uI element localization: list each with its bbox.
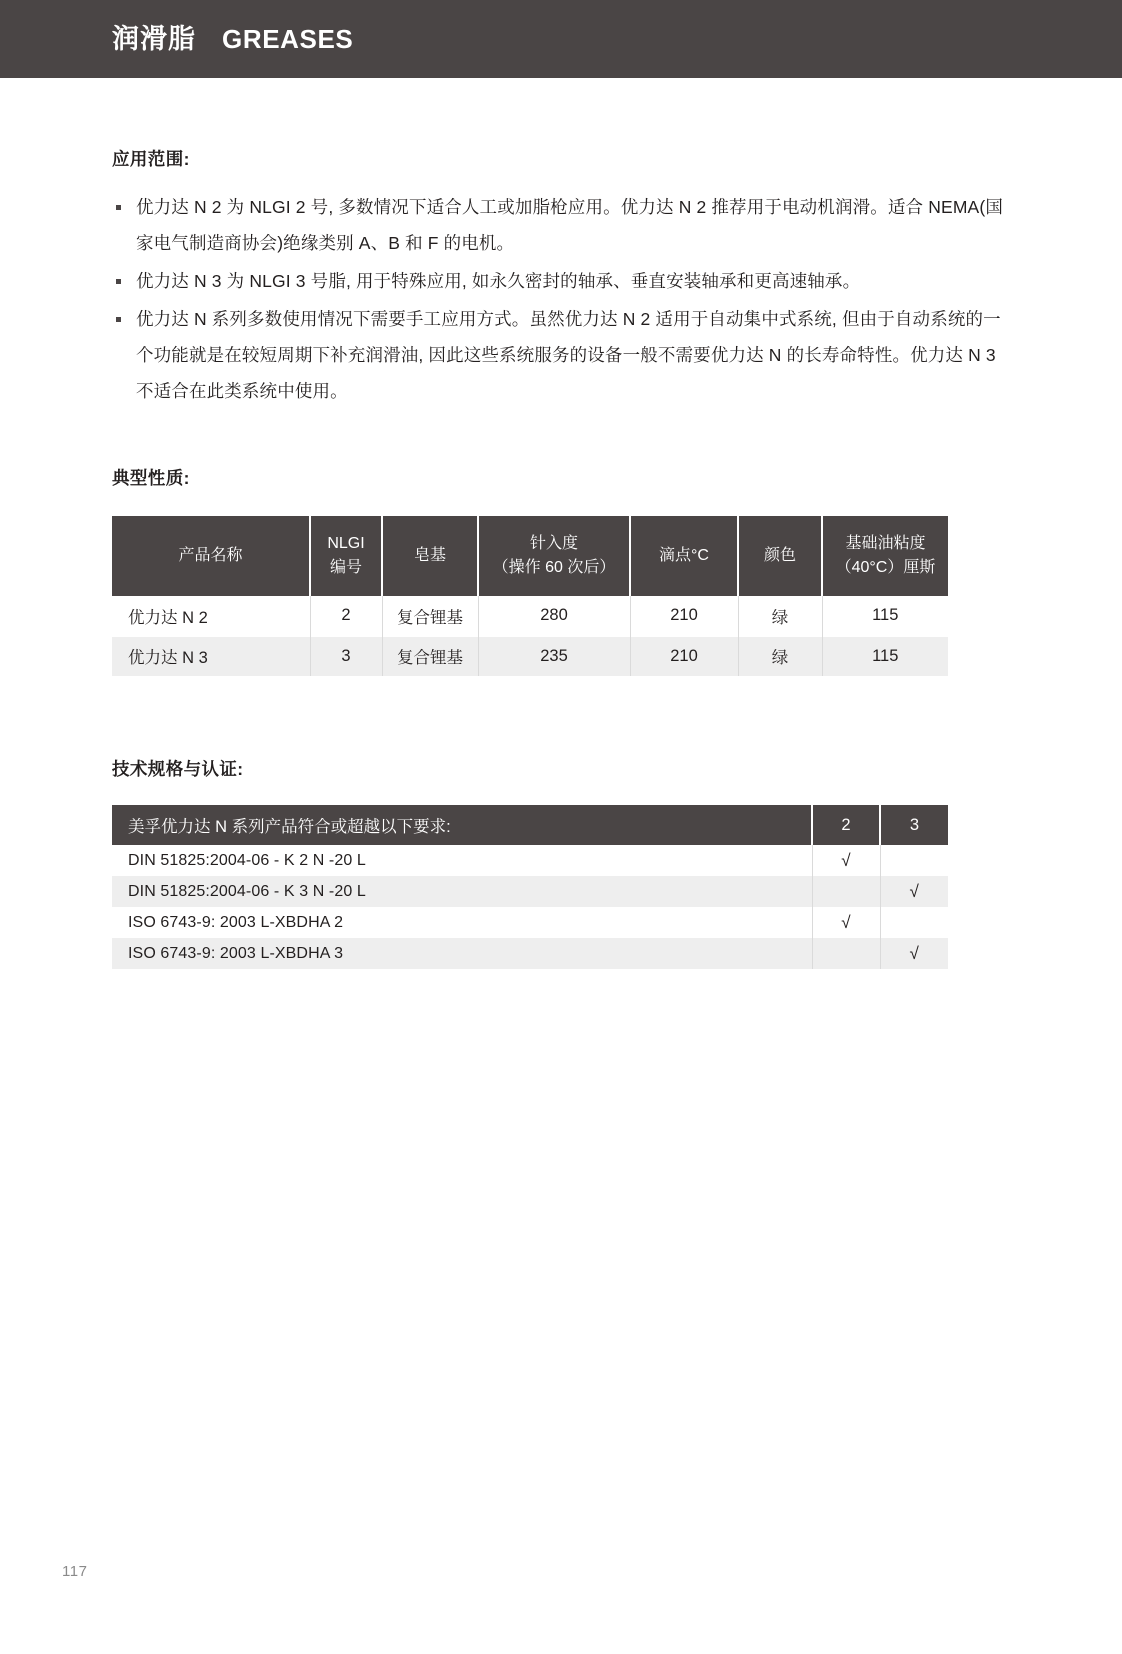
- column-header-product-name: 产品名称: [112, 516, 310, 596]
- column-header-specification: 美孚优力达 N 系列产品符合或超越以下要求:: [112, 805, 812, 845]
- column-header-viscosity-line2: （40°C）厘斯: [835, 559, 936, 576]
- cell-product-name: 优力达 N 3: [112, 636, 310, 676]
- table-row: [112, 596, 948, 636]
- checkmark-icon-grade-3: √: [880, 876, 948, 907]
- cell-specification: DIN 51825:2004-06 - K 3 N -20 L: [112, 876, 812, 907]
- page-header-title-en: GREASES: [222, 24, 354, 54]
- cell-penetration: 280: [478, 596, 630, 636]
- cell-nlgi: 2: [310, 596, 382, 636]
- page-header-title-cn: 润滑脂: [112, 23, 196, 54]
- column-header-penetration-line2: （操作 60 次后）: [492, 559, 616, 576]
- typical-properties-table: [112, 516, 948, 676]
- table-header-row: [112, 516, 948, 596]
- cell-soap-base: 复合锂基: [382, 636, 478, 676]
- cell-dropping-point: 210: [630, 596, 738, 636]
- checkmark-icon-grade-3: √: [880, 938, 948, 969]
- checkmark-icon-grade-3: [880, 845, 948, 876]
- typical-properties-section-title: 典型性质:: [112, 468, 190, 488]
- table-row: [112, 938, 948, 969]
- checkmark-icon-grade-2: [812, 876, 880, 907]
- column-header-dropping-point: 滴点°C: [630, 516, 738, 596]
- page-number: 117: [62, 1563, 88, 1580]
- table-row: [112, 636, 948, 676]
- column-header-nlgi-line2: 编号: [329, 559, 362, 576]
- cell-base-oil-viscosity: 115: [822, 636, 948, 676]
- page-content: [0, 78, 1122, 969]
- cell-product-name: 优力达 N 2: [112, 596, 310, 636]
- cell-specification: ISO 6743-9: 2003 L-XBDHA 2: [112, 907, 812, 938]
- applications-section-title: 应用范围:: [112, 149, 190, 169]
- list-item: 优力达 N 2 为 NLGI 2 号, 多数情况下适合人工或加脂枪应用。优力达 N 2 推荐用于电动机润滑。适合 NEMA(国家电气制造商协会)绝缘类别 A、B 和 F 的电机。: [112, 189, 1010, 261]
- table-header-row: [112, 805, 948, 845]
- column-header-grade-3: 3: [880, 805, 948, 845]
- column-header-soap-base: 皂基: [382, 516, 478, 596]
- checkmark-icon-grade-3: [880, 907, 948, 938]
- cell-nlgi: 3: [310, 636, 382, 676]
- column-header-base-oil-viscosity: [822, 516, 948, 596]
- checkmark-icon-grade-2: √: [812, 845, 880, 876]
- page-header-banner: [0, 0, 1122, 78]
- column-header-nlgi-line1: NLGI: [327, 535, 365, 552]
- specifications-section-title: 技术规格与认证:: [112, 759, 244, 779]
- specifications-table: [112, 805, 948, 969]
- list-item: 优力达 N 系列多数使用情况下需要手工应用方式。虽然优力达 N 2 适用于自动集中式系统, 但由于自动系统的一个功能就是在较短周期下补充润滑油, 因此这些系统服务的设备一般不需要优力达 N 的长寿命特性。优力达 N 3 不适合在此类系统中使用。: [112, 301, 1010, 409]
- list-item: 优力达 N 3 为 NLGI 3 号脂, 用于特殊应用, 如永久密封的轴承、垂直安装轴承和更高速轴承。: [112, 263, 1010, 299]
- cell-specification: DIN 51825:2004-06 - K 2 N -20 L: [112, 845, 812, 876]
- cell-penetration: 235: [478, 636, 630, 676]
- cell-color: 绿: [738, 596, 822, 636]
- applications-bullet-list: [112, 189, 1010, 409]
- table-row: [112, 876, 948, 907]
- cell-soap-base: 复合锂基: [382, 596, 478, 636]
- column-header-viscosity-line1: 基础油粘度: [845, 535, 926, 552]
- column-header-grade-2: 2: [812, 805, 880, 845]
- cell-specification: ISO 6743-9: 2003 L-XBDHA 3: [112, 938, 812, 969]
- cell-dropping-point: 210: [630, 636, 738, 676]
- column-header-color: 颜色: [738, 516, 822, 596]
- checkmark-icon-grade-2: √: [812, 907, 880, 938]
- column-header-penetration: [478, 516, 630, 596]
- cell-color: 绿: [738, 636, 822, 676]
- table-row: [112, 907, 948, 938]
- cell-base-oil-viscosity: 115: [822, 596, 948, 636]
- column-header-nlgi-number: [310, 516, 382, 596]
- column-header-penetration-line1: 针入度: [529, 535, 578, 552]
- table-row: [112, 845, 948, 876]
- checkmark-icon-grade-2: [812, 938, 880, 969]
